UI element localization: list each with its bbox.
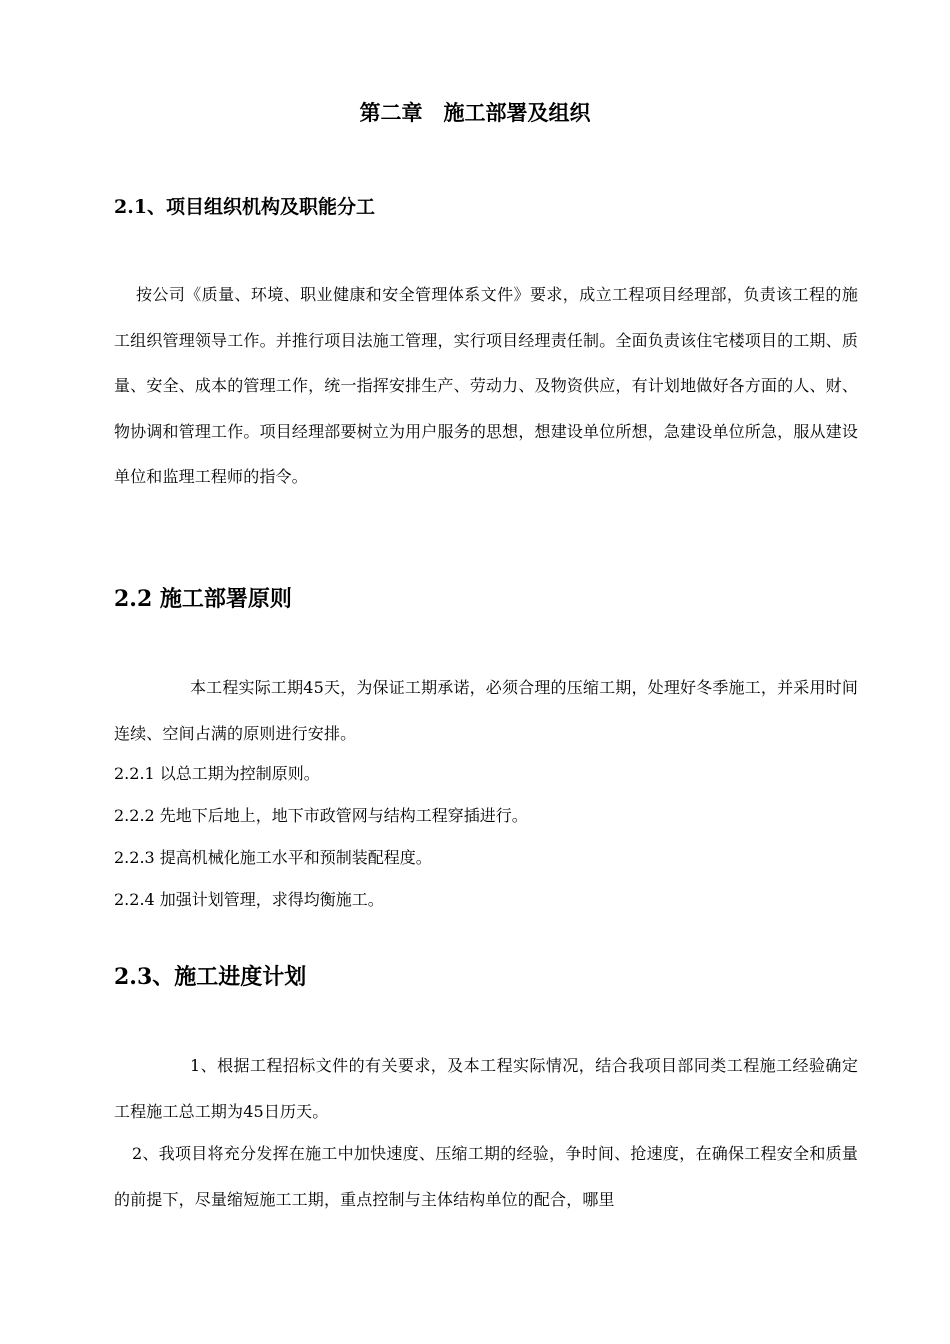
section-2-3-paragraph-2: 2、我项目将充分发挥在施工中加快速度、压缩工期的经验，争时间、抢速度，在确保工程安全和质量的前提下，尽量缩短施工工期，重点控制与主体结构单位的配合，哪里 [114, 1144, 858, 1209]
section-2-2-item-2: 2.2.2 先地下后地上，地下市政管网与结构工程穿插进行。 [114, 806, 528, 825]
section-2-3-paragraph-1: 1、根据工程招标文件的有关要求，及本工程实际情况，结合我项目部同类工程施工经验确定工程施工总工期为45日历天。 [114, 1056, 858, 1121]
section-2-1-paragraph: 按公司《质量、环境、职业健康和安全管理体系文件》要求，成立工程项目经理部，负责该工程的施工组织管理领导工作。并推行项目法施工管理，实行项目经理责任制。全面负责该住宅楼项目的工期、质量、安全、成本的管理工作，统一指挥安排生产、劳动力、及物资供应，有计划地做好各方面的人、财、物协调和管理工作。项目经理部要树立为用户服务的思想，想建设单位所想，急建设单位所急，服从建设单位和监理工程师的指令。 [114, 285, 858, 486]
section-2-2-heading: 2.2 施工部署原则 [114, 586, 292, 612]
section-2-2-item-4: 2.2.4 加强计划管理，求得均衡施工。 [114, 890, 384, 909]
chapter-title: 第二章 施工部署及组织 [359, 100, 591, 125]
section-2-2-item-1: 2.2.1 以总工期为控制原则。 [114, 764, 320, 783]
section-2-2-paragraph: 本工程实际工期45天，为保证工期承诺，必须合理的压缩工期，处理好冬季施工，并采用时间连续、空间占满的原则进行安排。 [114, 678, 858, 743]
section-2-1-heading: 2.1、项目组织机构及职能分工 [114, 196, 376, 218]
section-2-2-item-3: 2.2.3 提高机械化施工水平和预制装配程度。 [114, 848, 432, 867]
section-2-3-heading: 2.3、施工进度计划 [114, 964, 307, 990]
